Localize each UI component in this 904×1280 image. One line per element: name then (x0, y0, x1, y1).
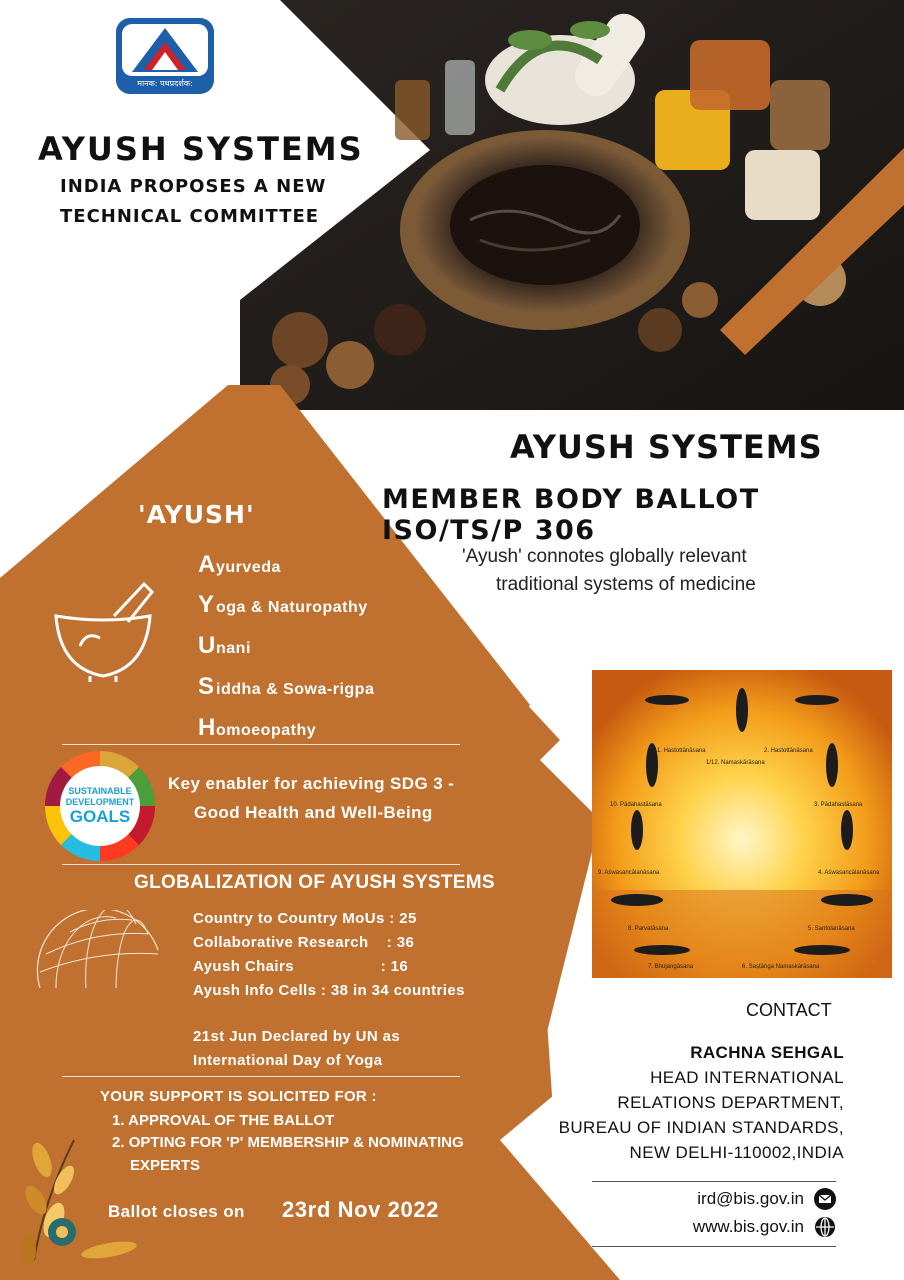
divider (62, 744, 460, 745)
email-icon (814, 1188, 836, 1210)
globe-icon (36, 910, 162, 995)
sdg-badge-line1: SUSTAINABLE (68, 786, 132, 796)
mortar-pestle-icon-svg (48, 576, 158, 686)
logo-caption: मानक: पथप्रदर्शक: (137, 79, 193, 88)
yoga-day-line2: International Day of Yoga (193, 1052, 383, 1069)
acronym-word: nani (216, 640, 251, 657)
website-row[interactable] (600, 1216, 836, 1238)
pose-label: 10. Pādahastāsana (610, 802, 662, 808)
pose-label: 2. Hastottānāsana (764, 748, 813, 754)
pose-label: 1/12. Namaskārāsana (706, 760, 765, 766)
mortar-pestle-icon (48, 576, 158, 691)
email-row[interactable] (600, 1188, 836, 1210)
contact-website[interactable]: www.bis.gov.in (692, 1217, 804, 1236)
acronym-heading: 'AYUSH' (138, 500, 255, 529)
acronym-word: oga & Naturopathy (216, 599, 368, 616)
contact-rule-top (592, 1181, 836, 1182)
sdg-badge-line2: DEVELOPMENT (65, 797, 135, 807)
pose-label: 11. Hastottānāsana (654, 748, 706, 754)
acronym-letter: U (198, 632, 216, 659)
acronym-item-homoeopathy (198, 714, 316, 742)
stat-mous: Country to Country MoUs : 25 (193, 910, 417, 927)
ballot-closes-label: Ballot closes on (108, 1202, 245, 1221)
surya-namaskar-image (592, 670, 892, 978)
globe-icon (814, 1216, 836, 1238)
contact-rule-bottom (592, 1246, 836, 1247)
acronym-word: omoeopathy (216, 722, 317, 739)
ballot-title: MEMBER BODY BALLOT ISO/TS/P 306 (382, 484, 760, 546)
main-desc-line1: 'Ayush' connotes globally relevant (462, 546, 747, 567)
divider (62, 864, 460, 865)
acronym-word: iddha & Sowa-rigpa (216, 681, 375, 698)
support-item-2 (112, 1134, 464, 1151)
contact-line4: NEW DELHI-110002,INDIA (629, 1143, 844, 1162)
main-desc-line2: traditional systems of medicine (496, 574, 756, 595)
floral-decoration (14, 1120, 144, 1275)
bis-logo (116, 18, 214, 94)
pose-label: 8. Parvatāsana (628, 926, 669, 932)
acronym-letter: A (198, 551, 216, 578)
support-item-2-cont: EXPERTS (130, 1157, 201, 1174)
divider (62, 1076, 460, 1077)
sdg-line2: Good Health and Well-Being (194, 803, 433, 822)
acronym-letter: Y (198, 591, 215, 618)
pose-label: 4. Aśwasancālanāsana (818, 870, 880, 876)
main-title: AYUSH SYSTEMS (510, 428, 823, 466)
acronym-item-ayurveda (198, 551, 281, 579)
pose-label: 9. Aśwasancālanāsana (598, 870, 660, 876)
pose-label: 3. Pādahastāsana (814, 802, 863, 808)
support-item-text: OPTING FOR 'P' MEMBERSHIP & NOMINATING (128, 1134, 464, 1151)
pose-label: 5. Santolanāsana (808, 926, 855, 932)
globalization-heading: GLOBALIZATION OF AYUSH SYSTEMS (134, 872, 495, 893)
acronym-item-siddha (198, 673, 374, 701)
support-item-num: 1. (112, 1112, 125, 1129)
header-subtitle-line2: TECHNICAL COMMITTEE (60, 206, 320, 227)
support-heading: YOUR SUPPORT IS SOLICITED FOR : (100, 1088, 377, 1105)
sdg-badge (44, 750, 156, 862)
contact-name: RACHNA SEHGAL (690, 1043, 844, 1062)
contact-line3: BUREAU OF INDIAN STANDARDS, (558, 1118, 844, 1137)
stat-research: Collaborative Research : 36 (193, 934, 415, 951)
acronym-item-yoga (198, 591, 368, 619)
floral-icon (14, 1120, 144, 1270)
header-subtitle-line1: INDIA PROPOSES A NEW (60, 176, 327, 197)
pose-label: 6. Saṣṭāṅga Namaskārāsana (742, 964, 820, 970)
ballot-closes-date: 23rd Nov 2022 (282, 1197, 439, 1222)
contact-line1: HEAD INTERNATIONAL (650, 1068, 844, 1087)
stat-chairs: Ayush Chairs : 16 (193, 958, 409, 975)
acronym-word: yurveda (216, 559, 281, 576)
support-item-text: APPROVAL OF THE BALLOT (128, 1112, 335, 1129)
sdg-badge-line3: GOALS (69, 807, 131, 826)
yoga-day-line1: 21st Jun Declared by UN as (193, 1028, 401, 1045)
support-item-1 (112, 1112, 334, 1129)
contact-heading: CONTACT (746, 1000, 832, 1020)
stat-info-cells: Ayush Info Cells : 38 in 34 countries (193, 982, 465, 999)
acronym-letter: H (198, 714, 216, 741)
pose-label: 7. Bhujangāsana (648, 964, 694, 970)
globe-wireframe-icon (36, 910, 162, 990)
support-item-num: 2. (112, 1134, 125, 1151)
header-title: AYUSH SYSTEMS (38, 130, 364, 168)
contact-line2: RELATIONS DEPARTMENT, (617, 1093, 844, 1112)
acronym-letter: S (198, 673, 215, 700)
sdg-line1: Key enabler for achieving SDG 3 - (168, 774, 455, 793)
contact-email[interactable]: ird@bis.gov.in (697, 1189, 804, 1208)
acronym-item-unani (198, 632, 251, 660)
